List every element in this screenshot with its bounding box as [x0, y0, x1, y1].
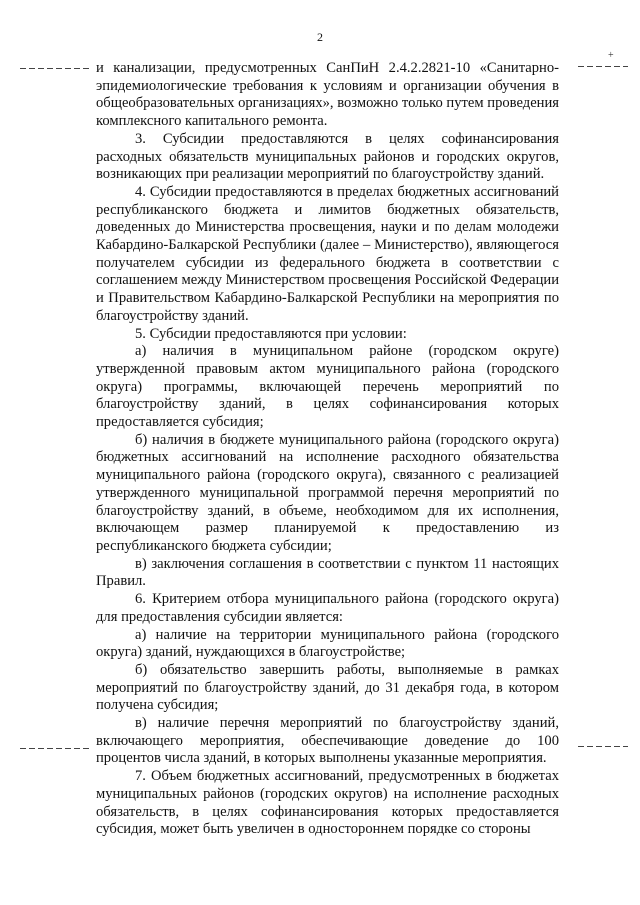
- paragraph-6: 6. Критерием отбора муниципального района (городского округа) для предоставления субсидии является:: [96, 591, 559, 625]
- scan-line-top-left: [20, 68, 90, 69]
- paragraph-6v: в) наличие перечня мероприятий по благоустройству зданий, включающего мероприятия, обеспечивающие доведение до 100 процентов числа зданий, в которых выполнены указанные мероприятия.: [96, 715, 559, 767]
- paragraph-7: 7. Объем бюджетных ассигнований, предусмотренных в бюджетах муниципальных районов (городских округов) на исполнение расходных обязательств, в целях софинансирования которых предоставляется субсидия, может быть увеличен в одностороннем порядке со стороны: [96, 768, 559, 838]
- paragraph-6a: а) наличие на территории муниципального района (городского округа) зданий, нуждающихся в благоустройстве;: [96, 626, 559, 661]
- paragraph-5a: а) наличия в муниципальном районе (городском округе) утвержденной правовым актом муниципального района (городского округа) программы, включающей перечень мероприятий по благоустройству зданий, в целях софинансирования которых предоставляется субсидия;: [96, 343, 559, 431]
- scan-line-bottom-right: [578, 746, 628, 747]
- paragraph-6b: б) обязательство завершить работы, выполняемые в рамках мероприятий по благоустройству зданий, до 31 декабря года, в котором получена субсидия;: [96, 661, 559, 714]
- paragraph-5: 5. Субсидии предоставляются при условии:: [135, 325, 407, 342]
- scan-line-top-right: [578, 66, 628, 67]
- paragraph-continuation: и канализации, предусмотренных СанПиН 2.4.2.2821-10 «Санитарно-эпидемиологические требования к условиям и организации обучения в общеобразовательных организациях», возможно только путем проведения комплексного капитального ремонта.: [96, 60, 559, 130]
- scan-line-bottom-left: [20, 748, 90, 749]
- paragraph-4: 4. Субсидии предоставляются в пределах бюджетных ассигнований республиканского бюджета и лимитов бюджетных обязательств, доведенных до Министерства просвещения, науки и по делам молодежи Кабардино-Балкарской Республики (далее – Министерство), являющегося получателем субсидии из федерального бюджета в соответствии с соглашением между Министерством просвещения Российской Федерации и Правительством Кабардино-Балкарской Республики на мероприятия по благоустройству зданий.: [96, 183, 559, 324]
- document-body: [96, 60, 559, 839]
- margin-mark-top-right: +: [608, 50, 614, 61]
- paragraph-5b: б) наличия в бюджете муниципального района (городского округа) бюджетных ассигнований на исполнение расходного обязательства муниципального района (городского округа), связанного с реализацией утвержденного муниципальной программой перечня мероприятий по благоустройству зданий, в объеме, необходимом для их исполнения, включающем размер планируемой к предоставлению из республиканского бюджета субсидии;: [96, 431, 559, 554]
- paragraph-5v: в) заключения соглашения в соответствии с пунктом 11 настоящих Правил.: [96, 555, 559, 590]
- paragraph-3: 3. Субсидии предоставляются в целях софинансирования расходных обязательств муниципальных районов и городских округов, возникающих при реализации мероприятий по благоустройству зданий.: [96, 130, 559, 183]
- page-number: 2: [317, 30, 323, 44]
